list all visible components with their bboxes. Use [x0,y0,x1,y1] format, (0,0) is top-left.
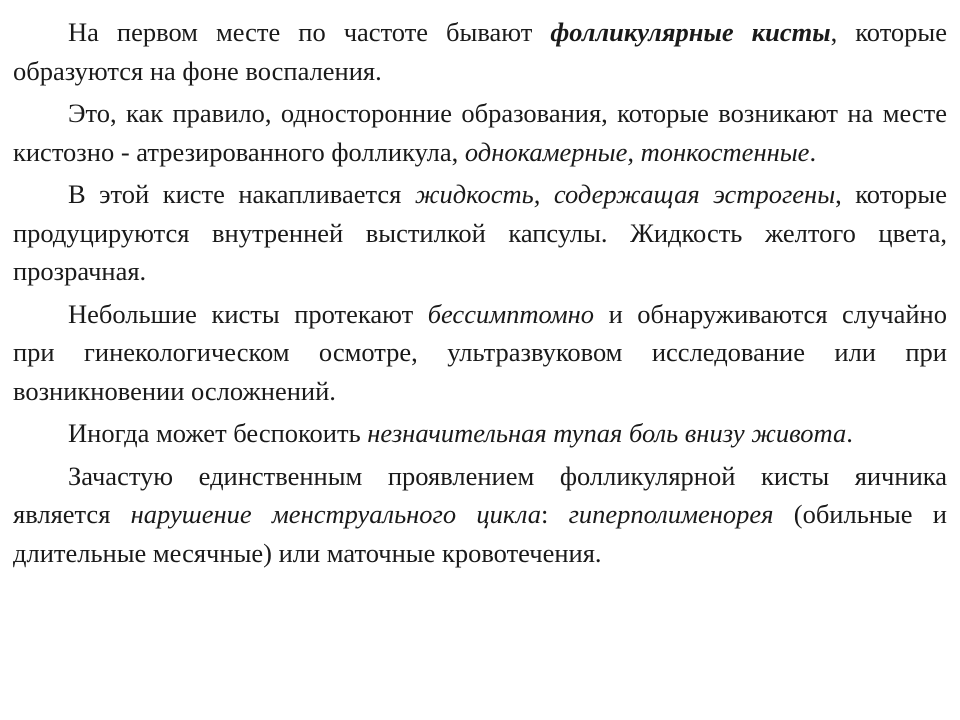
bold-italic-text-run: фолликулярные кисты [550,17,831,47]
paragraph [13,175,947,291]
text-run: На первом месте по частоте бывают [68,17,551,47]
text-run: , которые продуцируются внутренней выстилкой капсулы. Жидкость желтого цвета, прозрачная. [13,179,947,286]
text-run: , которые образуются на фоне воспаления. [13,17,947,86]
paragraph [13,295,947,411]
text-run: . [809,136,817,167]
text-run: Зачастую единственным проявлением фолликулярной кисты яичника является [13,460,947,529]
italic-text-run: нарушение менструального цикла [130,499,541,529]
text-run: и обнаруживаются случайно при гинекологическом осмотре, ультразвуковом исследование или при возникновении осложнений. [13,298,947,406]
text-run: (обильные и длительные месячные) или маточные кровотечения. [13,499,947,568]
paragraph [13,94,947,171]
slide-body [13,13,947,572]
italic-text-run: однокамерные, тонкостенные [464,136,810,167]
text-run: Небольшие кисты протекают [68,298,428,329]
paragraph [13,414,947,453]
italic-text-run: незначительная тупая боль внизу живота [367,418,847,448]
text-run: Иногда может беспокоить [68,418,368,448]
text-run: Это, как правило, односторонние образования, которые возникают на месте кистозно - атрезированного фолликула, [13,98,947,167]
italic-text-run: жидкость, содержащая эстрогены [414,179,836,209]
text-run: : [540,499,569,529]
italic-text-run: бессимптомно [427,298,595,329]
text-run: . [846,418,853,448]
paragraph [13,13,947,90]
text-run: В этой кисте накапливается [68,179,415,209]
paragraph [13,457,947,573]
italic-text-run: гиперполименорея [568,499,774,529]
